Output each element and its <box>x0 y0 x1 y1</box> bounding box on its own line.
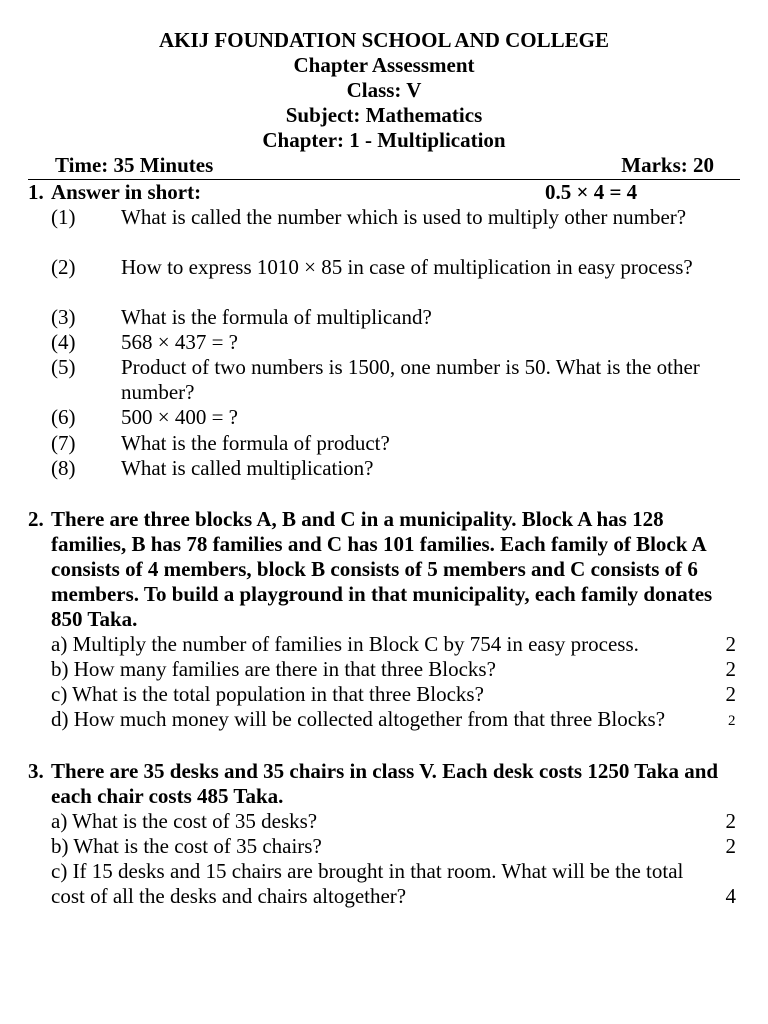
time-label: Time: 35 Minutes <box>55 153 214 177</box>
marks-label: Marks: 20 <box>621 153 714 177</box>
subject-label: Subject: Mathematics <box>285 103 483 127</box>
question-2-number: 2. <box>28 507 44 531</box>
question-1-title: Answer in short: <box>51 180 202 204</box>
q2-part-mark: 2 <box>728 713 736 729</box>
question-2-stem: There are three blocks A, B and C in a municipality. Block A has 128 families, B has 78 families and C has 101 families. Each family of Block A consists of 4 members, block B consists of 5 members and C consists of 6 members. To build a playground in that municipality, each family donates 850 Taka. <box>51 507 713 631</box>
q1-item-number: (8) <box>51 456 76 480</box>
question-3-stem: There are 35 desks and 35 chairs in class V. Each desk costs 1250 Taka and each chair costs 485 Taka. <box>51 759 719 808</box>
q1-item-text: 568 × 437 = ? <box>121 330 239 354</box>
q2-part-mark: 2 <box>725 682 736 706</box>
question-1-number: 1. <box>28 180 44 204</box>
q1-item-number: (6) <box>51 405 76 429</box>
q3-part-mark: 2 <box>725 834 736 858</box>
question-3-number: 3. <box>28 759 44 783</box>
class-label: Class: V <box>346 78 422 102</box>
q2-part-text: c) What is the total population in that three Blocks? <box>51 682 484 706</box>
q1-item-number: (4) <box>51 330 76 354</box>
q3-part-text: a) What is the cost of 35 desks? <box>51 809 318 833</box>
q2-part-mark: 2 <box>725 632 736 656</box>
q1-item-number: (2) <box>51 255 76 279</box>
q2-part-text: a) Multiply the number of families in Block C by 754 in easy process. <box>51 632 639 656</box>
q3-part-text: b) What is the cost of 35 chairs? <box>51 834 322 858</box>
q3-part-mark: 2 <box>725 809 736 833</box>
q1-item-text: What is the formula of product? <box>121 431 390 455</box>
q1-item-number: (5) <box>51 355 76 379</box>
assessment-title: Chapter Assessment <box>293 53 475 77</box>
q2-part-text: d) How much money will be collected altogether from that three Blocks? <box>51 707 666 731</box>
q3-part-text: c) If 15 desks and 15 chairs are brought in that room. What will be the total cost of all the desks and chairs altogether? <box>51 859 684 908</box>
q1-item-number: (3) <box>51 305 76 329</box>
question-1-marks: 0.5 × 4 = 4 <box>545 180 638 204</box>
q1-item-text: 500 × 400 = ? <box>121 405 239 429</box>
q1-item-text: Product of two numbers is 1500, one number is 50. What is the other number? <box>121 355 700 404</box>
q1-item-text: What is called the number which is used to multiply other number? <box>121 205 687 229</box>
q1-item-text: How to express 1010 × 85 in case of multiplication in easy process? <box>121 255 693 279</box>
q1-item-text: What is the formula of multiplicand? <box>121 305 432 329</box>
q1-item-text: What is called multiplication? <box>121 456 374 480</box>
q2-part-mark: 2 <box>725 657 736 681</box>
q1-item-number: (7) <box>51 431 76 455</box>
q2-part-text: b) How many families are there in that three Blocks? <box>51 657 496 681</box>
q1-item-number: (1) <box>51 205 76 229</box>
q3-part-mark: 4 <box>725 884 736 908</box>
school-name: AKIJ FOUNDATION SCHOOL AND COLLEGE <box>158 28 609 52</box>
chapter-label: Chapter: 1 - Multiplication <box>262 128 506 152</box>
